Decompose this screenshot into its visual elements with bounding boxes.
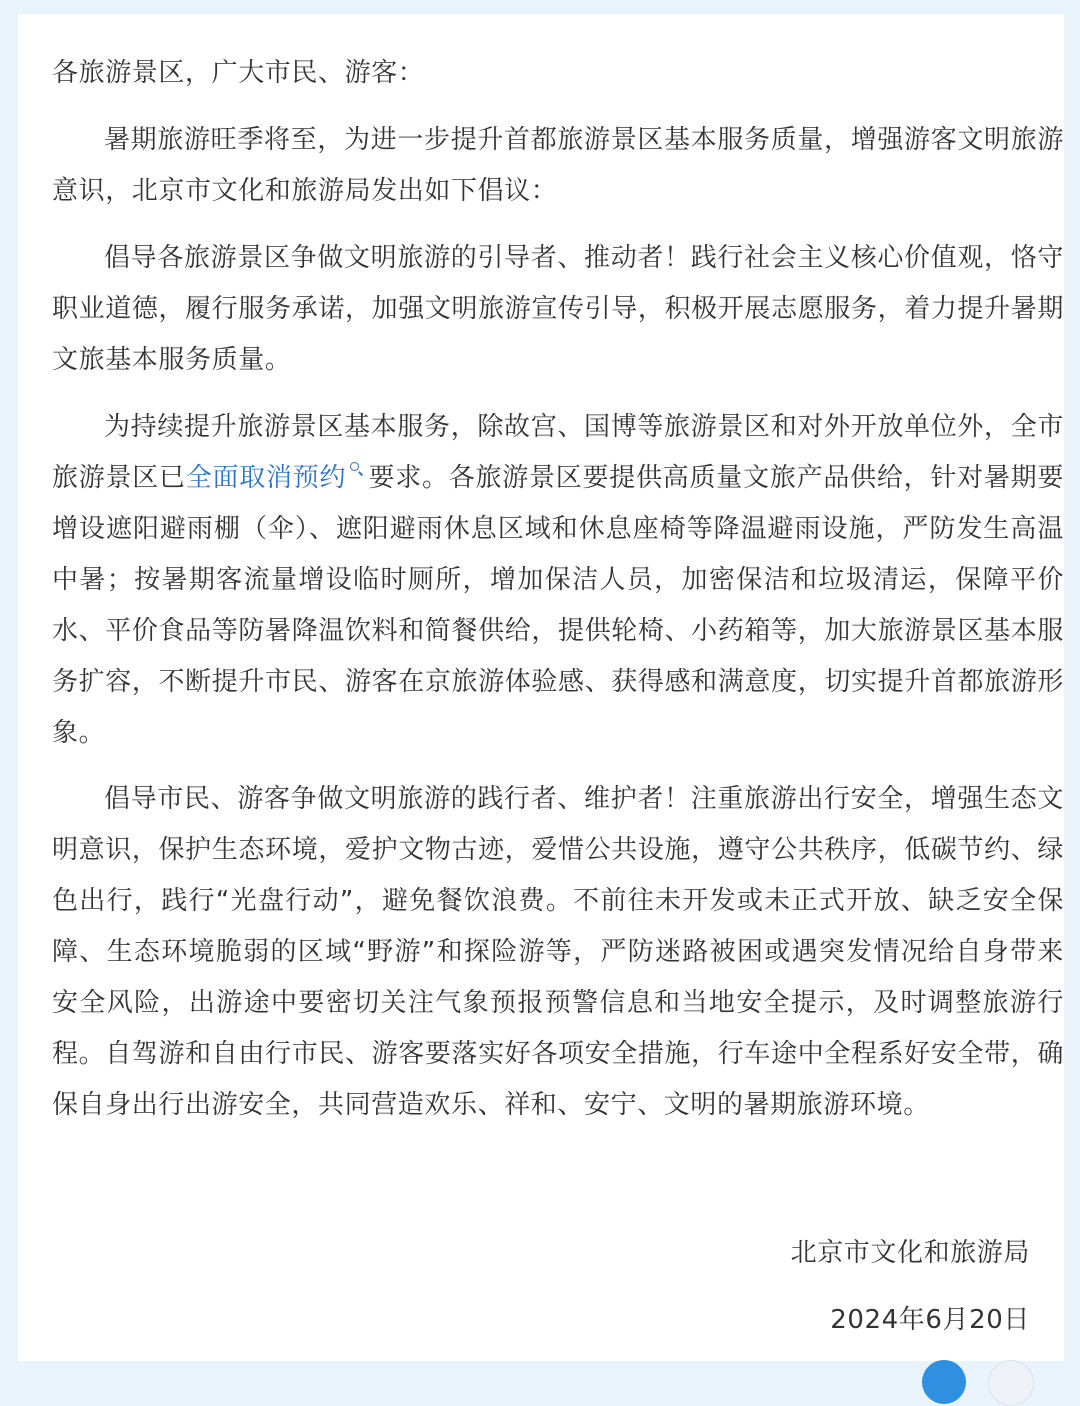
- signature-organization: 北京市文化和旅游局: [790, 1238, 1030, 1268]
- signature-date: 2024年6月20日: [830, 1305, 1030, 1335]
- citizens-paragraph: 倡导市民、游客争做文明旅游的践行者、维护者！注重旅游出行安全，增强生态文明意识，保护生态环境，爱护文物古迹，爱惜公共设施，遵守公共秩序，低碳节约、绿色出行，践行“光盘行动”，避免餐饮浪费。不前往未开发或未正式开放、缺乏安全保障、生态环境脆弱的区域“野游”和探险游等，严防迷路被困或遇突发情况给自身带来安全风险，出游途中要密切关注气象预报预警信息和当地安全提示，及时调整旅游行程。自驾游和自由行市民、游客要落实好各项安全措施，行车途中全程系好安全带，确保自身出行出游安全，共同营造欢乐、祥和、安宁、文明的暑期旅游环境。: [52, 784, 1064, 1120]
- scenic-area-paragraph: 倡导各旅游景区争做文明旅游的引导者、推动者！践行社会主义核心价值观，恪守职业道德，履行服务承诺，加强文明旅游宣传引导，积极开展志愿服务，着力提升暑期文旅基本服务质量。: [52, 243, 1064, 375]
- letter-card: [18, 14, 1064, 1361]
- intro-paragraph: 暑期旅游旺季将至，为进一步提升首都旅游景区基本服务质量，增强游客文明旅游意识，北京市文化和旅游局发出如下倡议：: [52, 125, 1064, 206]
- cancel-reservation-link[interactable]: 全面取消预约: [185, 463, 347, 493]
- service-text-before-link: 为持续提升旅游景区基本服务，除故宫、国博等旅游景区和对外开放单位外，全市旅游景区已: [52, 412, 1064, 493]
- service-text-after-link: 要求。各旅游景区要提供高质量文旅产品供给，针对暑期要增设遮阳避雨棚（伞）、遮阳避雨休息区域和休息座椅等降温避雨设施，严防发生高温中暑；按暑期客流量增设临时厕所，增加保洁人员，加密保洁和垃圾清运，保障平价水、平价食品等防暑降温饮料和简餐供给，提供轮椅、小药箱等，加大旅游景区基本服务扩容，不断提升市民、游客在京旅游体验感、获得感和满意度，切实提升首都旅游形象。: [52, 463, 1064, 748]
- floating-action-button[interactable]: [922, 1360, 966, 1404]
- search-icon[interactable]: [349, 462, 363, 476]
- greeting-line: 各旅游景区，广大市民、游客：: [52, 58, 425, 88]
- service-paragraph: [52, 402, 1064, 759]
- floating-secondary-button[interactable]: [988, 1360, 1034, 1406]
